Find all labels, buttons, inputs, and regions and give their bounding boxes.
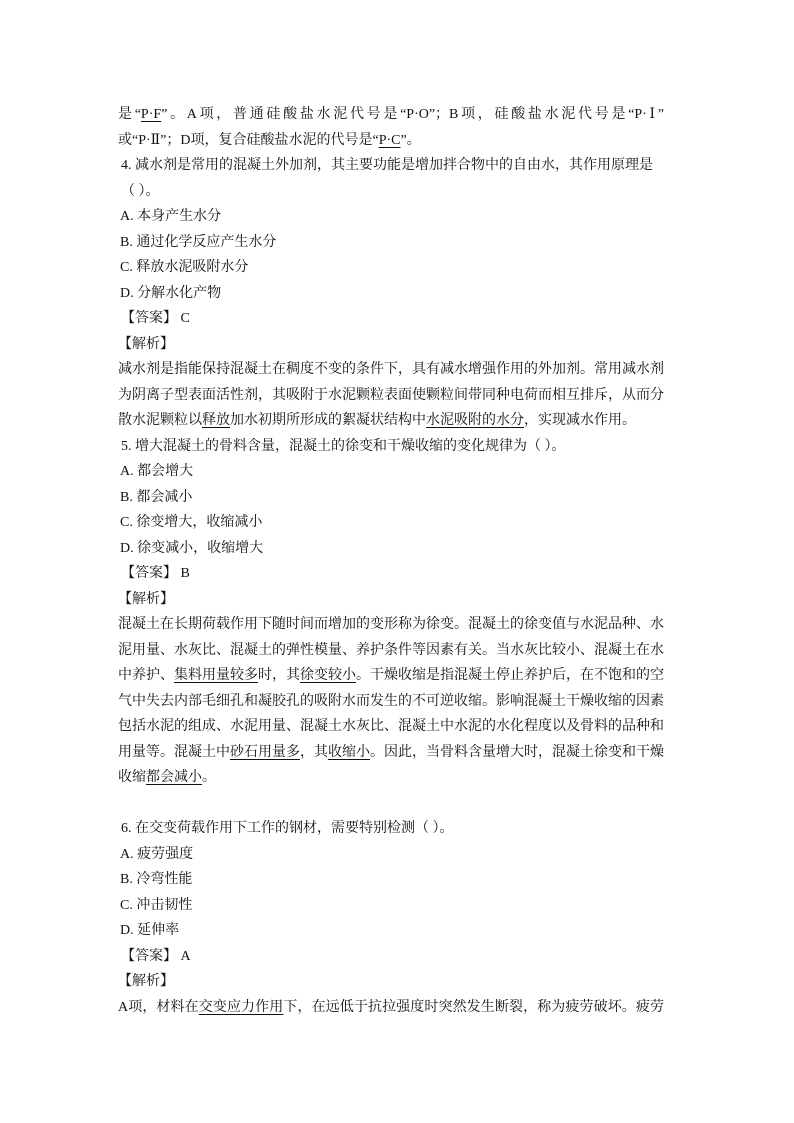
- text-run: 。: [202, 770, 216, 785]
- option-item: [118, 204, 664, 230]
- text-run: 是“: [118, 107, 141, 122]
- underlined-text: 集料用量较多: [174, 668, 258, 683]
- text-run: 中养护、: [118, 668, 174, 683]
- underlined-text: 砂石用量多: [230, 744, 300, 760]
- text-run: 5. 增大混凝土的骨料含量，混凝土的徐变和干燥收缩的变化规律为（ ）。: [121, 438, 566, 454]
- option-item: [118, 459, 664, 485]
- text-run: 【解析】: [118, 336, 174, 352]
- text-line: [120, 485, 664, 511]
- text-run: 混凝土在长期荷载作用下随时间而增加的变形称为徐变。混凝土的徐变值与水泥品种、水: [118, 617, 664, 632]
- underlined-text: 收缩小: [328, 744, 370, 760]
- text-run: C: [177, 311, 190, 326]
- text-line: [120, 893, 664, 919]
- text-run: 下，在远低于抗拉强度时突然发生断裂，称为疲劳破坏。疲劳: [283, 999, 665, 1015]
- text-line: [118, 357, 664, 383]
- option-item: [118, 893, 664, 919]
- text-run: C. 释放水泥吸附水分: [120, 260, 249, 275]
- text-run: 减水剂是指能保持混凝土在稠度不变的条件下，具有减水增强作用的外加剂。常用减水剂: [118, 362, 664, 377]
- underlined-text: 释放: [202, 413, 230, 428]
- analysis-heading: [118, 332, 664, 358]
- text-run: 【解析】: [118, 591, 174, 607]
- text-line: [118, 740, 664, 766]
- text-line: [120, 536, 664, 562]
- text-run: 【答案】: [121, 311, 177, 326]
- underlined-text: P·F: [140, 107, 162, 122]
- text-run: 散水泥颗粒以: [118, 413, 202, 428]
- text-line: [118, 663, 664, 689]
- option-item: [118, 485, 664, 511]
- text-run: A. 本身产生水分: [120, 209, 222, 224]
- text-line: [118, 765, 664, 791]
- analysis-paragraph: [118, 102, 664, 153]
- text-run: B: [177, 566, 190, 581]
- text-line: [118, 408, 664, 434]
- text-line: [120, 204, 664, 230]
- option-item: [118, 536, 664, 562]
- text-line: [120, 918, 664, 944]
- text-line: [120, 510, 664, 536]
- blank-line: [118, 791, 664, 817]
- text-run: C. 徐变增大，收缩减小: [120, 515, 263, 530]
- text-run: 加水初期所形成的絮凝状结构中: [230, 413, 426, 428]
- text-run: 为阴离子型表面活性剂，其吸附于水泥颗粒表面使颗粒间带同种电荷而相互排斥，从而分: [118, 387, 664, 403]
- text-run: 6. 在交变荷载作用下工作的钢材，需要特别检测（ ）。: [121, 821, 454, 836]
- text-run: B. 冷弯性能: [120, 872, 193, 887]
- text-run: D. 徐变减小，收缩增大: [120, 540, 264, 556]
- answer-line: [118, 306, 664, 332]
- analysis-heading: [118, 587, 664, 613]
- text-run: 【答案】: [121, 566, 177, 581]
- analysis-paragraph: [118, 357, 664, 434]
- option-item: [118, 255, 664, 281]
- text-run: （ ）。: [121, 183, 160, 199]
- analysis-heading: [118, 969, 664, 995]
- text-run: C. 冲击韧性: [120, 897, 193, 913]
- text-line: [120, 255, 664, 281]
- underlined-text: 徐变较小: [300, 668, 356, 683]
- option-item: [118, 867, 664, 893]
- text-run: 气中失去内部毛细孔和凝胶孔的吸附水而发生的不可逆收缩。影响混凝土干燥收缩的因素: [118, 693, 664, 709]
- text-run: 【答案】: [121, 948, 177, 964]
- text-line: [121, 306, 664, 332]
- text-line: [121, 179, 664, 205]
- text-run: A: [177, 948, 191, 964]
- answer-line: [118, 944, 664, 970]
- underlined-text: 交变应力作用: [198, 999, 284, 1015]
- text-line: [118, 689, 664, 715]
- text-line: [118, 612, 664, 638]
- text-run: 包括水泥的组成、水泥用量、混凝土水灰比、混凝土中水泥的水化程度以及骨料的品种和: [118, 719, 664, 734]
- question-stem: [118, 153, 664, 204]
- text-line: [118, 587, 664, 613]
- option-item: [118, 510, 664, 536]
- underlined-text: P·C: [378, 132, 401, 148]
- text-line: [118, 995, 664, 1021]
- text-run: 4. 减水剂是常用的混凝土外加剂，其主要功能是增加拌合物中的自由水，其作用原理是: [121, 158, 653, 173]
- text-line: [118, 383, 664, 409]
- text-run: D. 分解水化产物: [120, 285, 222, 301]
- text-run: D. 延伸率: [120, 923, 180, 938]
- text-line: [118, 969, 664, 995]
- text-line: [121, 434, 664, 460]
- analysis-paragraph: [118, 995, 664, 1021]
- question-stem: [118, 816, 664, 842]
- text-run: ”。A项，普通硅酸盐水泥代号是“P·O”；B项，硅酸盐水泥代号是“P·Ⅰ”: [161, 107, 664, 122]
- text-run: A. 都会增大: [120, 464, 194, 479]
- text-run: ，实现减水作用。: [524, 413, 636, 428]
- text-run: 收缩: [118, 770, 146, 785]
- text-line: [120, 842, 664, 868]
- text-line: [121, 153, 664, 179]
- text-run: ，其: [300, 744, 328, 760]
- text-line: [120, 867, 664, 893]
- text-run: A. 疲劳强度: [120, 846, 194, 862]
- text-line: [118, 714, 664, 740]
- text-run: A项，材料在: [118, 999, 199, 1015]
- text-run: ”。: [400, 132, 421, 148]
- text-line: [118, 638, 664, 664]
- text-line: [118, 332, 664, 358]
- question-stem: [118, 434, 664, 460]
- text-line: [120, 281, 664, 307]
- text-run: 。干燥收缩是指混凝土停止养护后，在不饱和的空: [356, 668, 664, 683]
- text-run: 。因此，当骨料含量增大时，混凝土徐变和干燥: [370, 744, 664, 760]
- underlined-text: 都会减小: [146, 770, 202, 785]
- text-run: 用量等。混凝土中: [118, 744, 230, 760]
- text-run: 或“P·Ⅱ”；D项，复合硅酸盐水泥的代号是“: [118, 132, 379, 148]
- text-line: [121, 561, 664, 587]
- text-line: [120, 459, 664, 485]
- option-item: [118, 842, 664, 868]
- page-content: [118, 102, 664, 1020]
- text-line: [118, 102, 664, 128]
- text-line: [121, 816, 664, 842]
- option-item: [118, 281, 664, 307]
- text-line: [121, 944, 664, 970]
- underlined-text: 水泥吸附的水分: [426, 413, 524, 428]
- text-run: B. 都会减小: [120, 489, 193, 505]
- text-run: B. 通过化学反应产生水分: [120, 234, 277, 250]
- analysis-paragraph: [118, 612, 664, 791]
- answer-line: [118, 561, 664, 587]
- text-run: 泥用量、水灰比、混凝土的弹性模量、养护条件等因素有关。当水灰比较小、混凝土在水: [118, 642, 664, 658]
- option-item: [118, 918, 664, 944]
- text-run: 时，其: [258, 668, 300, 683]
- text-line: [118, 791, 664, 817]
- text-line: [118, 128, 664, 154]
- text-line: [120, 230, 664, 256]
- text-run: 【解析】: [118, 974, 174, 989]
- option-item: [118, 230, 664, 256]
